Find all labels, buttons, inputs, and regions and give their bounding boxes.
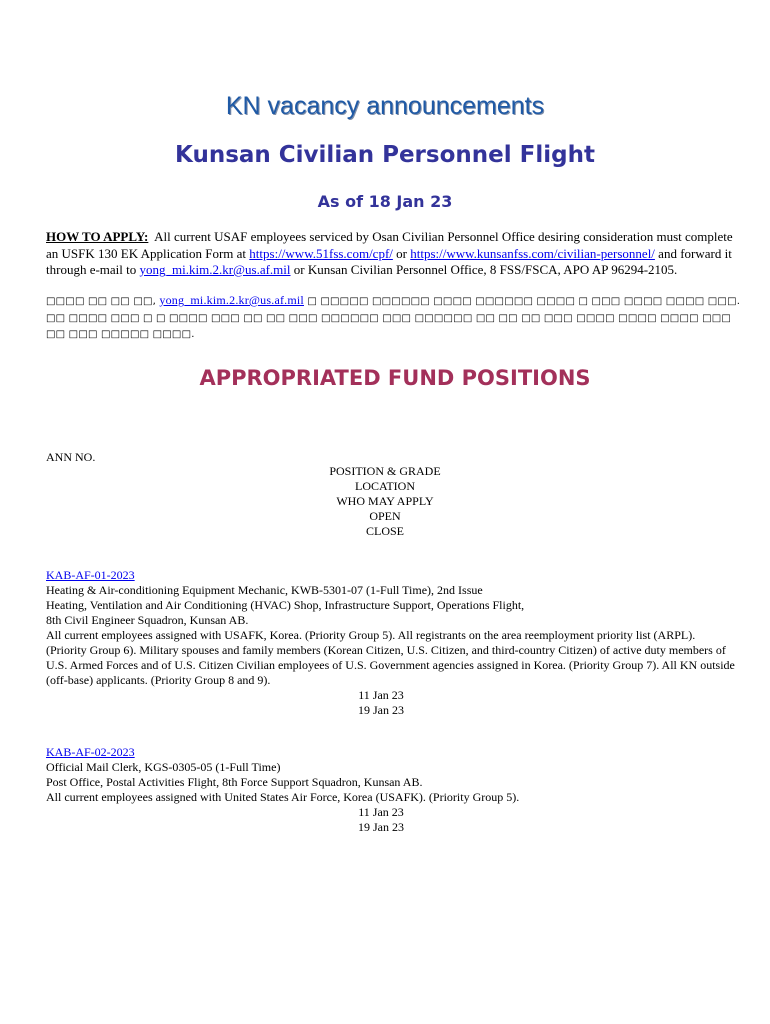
job-close-date: 19 Jan 23 (358, 703, 404, 717)
cpf-link[interactable]: https://www.51fss.com/cpf/ (249, 245, 393, 261)
column-headers (310, 464, 460, 539)
korean-text-post: □ □□□□□ □□□□□□ □□□□ □□□□□□ □□□□ □ □□□ □□□□ □□□□ □□□. □□ □□□□ □□□ □ □ □□□□ □□□ □□ □□ □□□ □□□□□□ □□□ □□□□□□ □□ □□ □□ □□□ □□□□ □□□□ □□□□ □□□ □□ □□□ □□□□□ □□□□. (46, 296, 741, 340)
korean-text-pre: □□□□ □□ □□ □□, (46, 296, 156, 307)
as-of-date: As of 18 Jan 23 (317, 192, 453, 211)
job-close-date: 19 Jan 23 (358, 820, 404, 834)
job-location: Post Office, Postal Activities Flight, 8th Force Support Squadron, Kunsan AB. (46, 775, 423, 789)
job-ann-link[interactable]: KAB-AF-02-2023 (46, 745, 135, 759)
column-close: CLOSE (365, 524, 404, 538)
job-position: Heating & Air-conditioning Equipment Mechanic, KWB-5301-07 (1-Full Time), 2nd Issue (46, 583, 483, 597)
job-location: Heating, Ventilation and Air Conditioning (HVAC) Shop, Infrastructure Support, Operations Flight, (46, 598, 525, 612)
column-location: LOCATION (355, 479, 415, 493)
job-open-date: 11 Jan 23 (358, 688, 404, 702)
column-who: WHO MAY APPLY (336, 494, 434, 508)
column-ann-no: ANN NO. (46, 450, 96, 464)
how-to-apply-paragraph (46, 229, 736, 279)
job-location-unit: 8th Civil Engineer Squadron, Kunsan AB. (46, 613, 249, 627)
job-listing (46, 745, 736, 835)
page-subtitle: Kunsan Civilian Personnel Flight (175, 142, 595, 168)
korean-instructions (46, 292, 746, 344)
forward-text: and forward it through e-mail to (46, 245, 732, 277)
address-text: or Kunsan Civilian Personnel Office, 8 FSS/FSCA, APO AP 96294-2105. (293, 262, 678, 277)
column-position: POSITION & GRADE (329, 464, 441, 478)
kunsan-civilian-personnel-link[interactable]: https://www.kunsanfss.com/civilian-personnel/ (410, 245, 655, 261)
or-text: or (396, 245, 407, 261)
job-who-may-apply: All current employees assigned with United States Air Force, Korea (USAFK). (Priority Group 5). (46, 790, 520, 804)
how-to-apply-label: HOW TO APPLY: (46, 229, 149, 244)
korean-email-link[interactable]: yong_mi.kim.2.kr@us.af.mil (159, 293, 304, 307)
section-title: APPROPRIATED FUND POSITIONS (199, 366, 591, 390)
column-open: OPEN (369, 509, 401, 523)
how-to-apply-text: All current USAF employees serviced by Osan Civilian Personnel Office desiring consideration must complete an USFK 130 EK Application Form at (46, 229, 733, 261)
job-open-date: 11 Jan 23 (358, 805, 404, 819)
email-link[interactable]: yong_mi.kim.2.kr@us.af.mil (139, 262, 291, 277)
job-ann-link[interactable]: KAB-AF-01-2023 (46, 568, 135, 582)
job-listing (46, 568, 736, 718)
page-title: KN vacancy announcements (225, 92, 545, 120)
job-who-may-apply: All current employees assigned with USAFK, Korea. (Priority Group 5). All registrants on the area reemployment priority list (ARPL). (Priority Group 6). Military spouses and family members (Korean Citizen, U.S. Citizen, and third-country Citizen) of active duty members of U.S. Armed Forces and of U.S. Citizen Civilian employees of U.S. Government agencies assigned in Korea. (Priority Group 7). All KN outside (off-base) applicants. (Priority Group 8 and 9). (46, 628, 735, 687)
job-position: Official Mail Clerk, KGS-0305-05 (1-Full Time) (46, 760, 281, 774)
